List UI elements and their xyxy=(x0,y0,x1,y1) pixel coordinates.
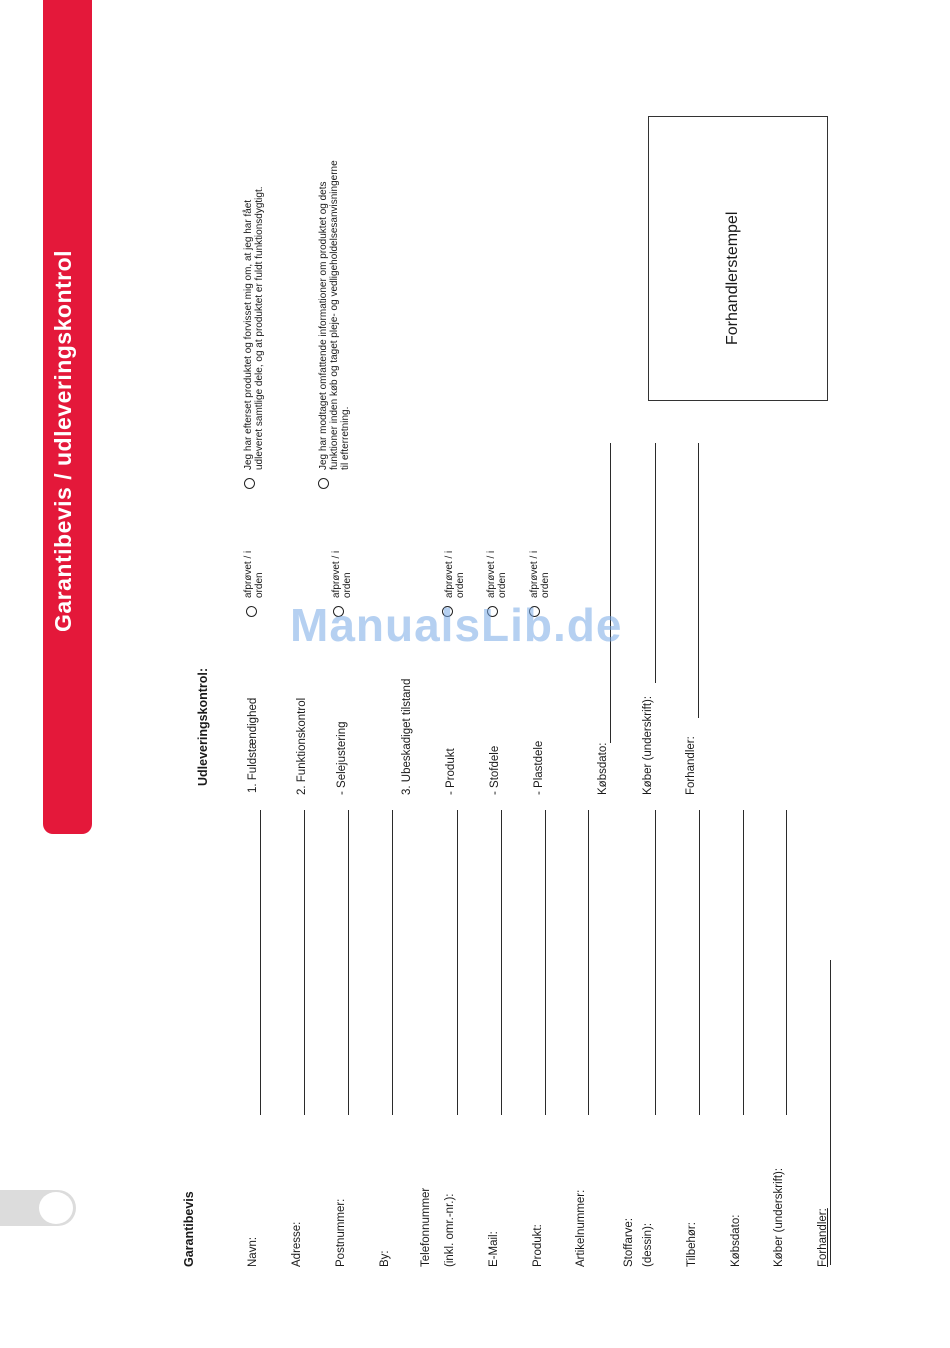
fabric-parts-label: - Stofdele xyxy=(489,745,501,795)
fabric-color-field[interactable] xyxy=(655,810,656,1115)
delivery-buyer-signature-field[interactable] xyxy=(655,443,656,683)
statement-2-text: Jeg har modtaget omfattende informationer om produktet og dets funktioner inden køb og taget pleje- og vedligeholdelsesanvisningerne til efterretning. xyxy=(318,160,351,470)
guarantee-heading: Garantibevis xyxy=(182,1191,196,1267)
statement-1-checkbox[interactable] xyxy=(244,478,255,489)
buyer-signature-field[interactable] xyxy=(786,810,787,1115)
product-label: Produkt: xyxy=(532,1224,544,1267)
purchase-date-field[interactable] xyxy=(743,810,744,1115)
product-condition-check-label: afprøvet / i orden xyxy=(444,550,466,598)
delivery-purchase-date-field[interactable] xyxy=(610,443,611,743)
accessories-field[interactable] xyxy=(699,810,700,1115)
email-field[interactable] xyxy=(501,810,502,1115)
postcode-field[interactable] xyxy=(348,810,349,1115)
plastic-parts-check-label: afprøvet / i orden xyxy=(529,550,551,598)
city-field[interactable] xyxy=(392,810,393,1115)
product-field[interactable] xyxy=(545,810,546,1115)
address-field[interactable] xyxy=(304,810,305,1115)
buyer-signature-label: Køber (underskrift): xyxy=(773,1167,785,1267)
undamaged-condition-label: 3. Ubeskadiget tilstand xyxy=(401,678,413,795)
email-label: E-Mail: xyxy=(488,1231,500,1267)
dealer-field[interactable] xyxy=(830,960,831,1265)
delivery-purchase-date-label: Købsdato: xyxy=(597,742,609,795)
phone-field[interactable] xyxy=(457,810,458,1115)
delivery-heading: Udleveringskontrol: xyxy=(196,667,210,786)
product-condition-label: - Produkt xyxy=(445,748,457,795)
completeness-check-label: afprøvet / i orden xyxy=(243,550,265,598)
function-check-label: 2. Funktionskontrol xyxy=(296,697,308,795)
purchase-date-label: Købsdato: xyxy=(730,1214,742,1267)
postcode-label: Postnummer: xyxy=(335,1198,347,1267)
delivery-buyer-signature-label: Køber (underskrift): xyxy=(642,695,654,795)
statement-1-text: Jeg har efterset produktet og forvisset mig om, at jeg har fået udleveret samtlige dele, og at produktet er fuldt funktionsdygtigt. xyxy=(243,186,265,470)
completeness-label: 1. Fuldstændighed xyxy=(247,697,259,793)
accessories-label: Tilbehør: xyxy=(686,1222,698,1267)
article-number-field[interactable] xyxy=(588,810,589,1115)
completeness-checkbox[interactable] xyxy=(246,606,257,617)
article-number-label: Artikelnummer: xyxy=(575,1189,587,1267)
page-title: Garantibevis / udleveringskontrol xyxy=(50,249,76,632)
name-field[interactable] xyxy=(260,810,261,1115)
phone-label: Telefonnummer xyxy=(420,1187,432,1267)
statement-2-checkbox[interactable] xyxy=(318,478,329,489)
fabric-color-label: Stoffarve: xyxy=(623,1217,635,1267)
page-tab-circle xyxy=(39,1192,73,1224)
delivery-dealer-label: Forhandler: xyxy=(685,736,697,795)
city-label: By: xyxy=(379,1250,391,1267)
harness-adjustment-check-label: afprøvet / i orden xyxy=(331,550,353,598)
delivery-dealer-field[interactable] xyxy=(698,443,699,718)
name-label: Navn: xyxy=(247,1236,259,1267)
fabric-color-label-sub: (dessin): xyxy=(642,1222,654,1267)
address-label: Adresse: xyxy=(291,1221,303,1267)
watermark: ManualsLib.de xyxy=(290,599,623,651)
plastic-parts-label: - Plastdele xyxy=(533,740,545,795)
dealer-stamp-label: Forhandlerstempel xyxy=(724,211,741,345)
phone-label-sub: (inkl. omr.-nr.): xyxy=(444,1193,456,1267)
dealer-label: Forhandler: xyxy=(817,1208,829,1267)
fabric-parts-check-label: afprøvet / i orden xyxy=(486,550,508,598)
harness-adjustment-label: - Selejustering xyxy=(336,721,348,795)
